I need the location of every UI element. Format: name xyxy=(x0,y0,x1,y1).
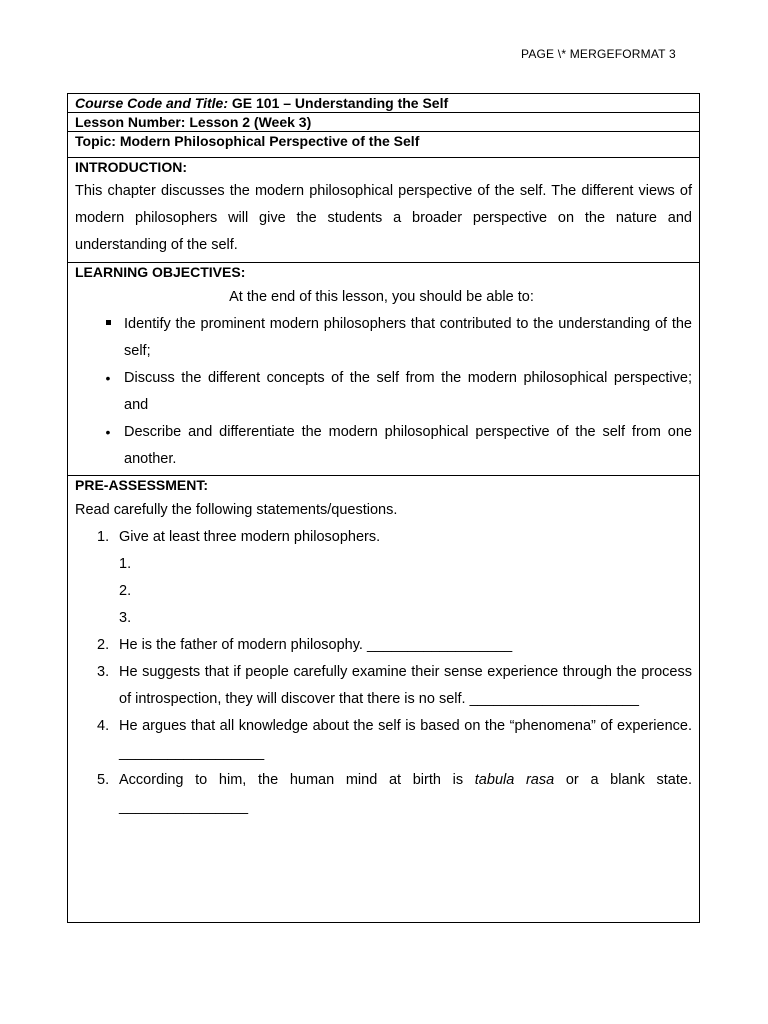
lesson-number: Lesson Number: Lesson 2 (Week 3) xyxy=(75,114,312,130)
topic-title: Topic: Modern Philosophical Perspective of the Self xyxy=(75,133,420,149)
question-number: 5. xyxy=(97,772,110,788)
objectives-heading: LEARNING OBJECTIVES: xyxy=(75,264,246,280)
question-item xyxy=(75,524,692,632)
topic-row xyxy=(68,132,699,158)
course-row xyxy=(68,94,699,113)
objectives-section xyxy=(68,263,699,476)
latin-term: tabula rasa xyxy=(474,772,555,788)
course-value: GE 101 – Understanding the Self xyxy=(227,95,449,111)
objectives-lead: At the end of this lesson, you should be able to: xyxy=(229,289,534,305)
round-bullet-icon xyxy=(102,365,114,393)
answer-blanks xyxy=(119,551,692,632)
lesson-table xyxy=(67,93,700,923)
course-label: Course Code and Title: xyxy=(75,95,228,111)
objective-item xyxy=(75,419,692,473)
objectives-list xyxy=(75,311,692,473)
question-item xyxy=(75,632,692,659)
introduction-heading: INTRODUCTION: xyxy=(75,159,187,175)
objective-item xyxy=(75,311,692,365)
question-text xyxy=(119,772,692,815)
question-item xyxy=(75,713,692,767)
course-line xyxy=(75,94,692,112)
objective-text: Discuss the different concepts of the self from the modern philosophical perspective; and xyxy=(124,370,692,413)
question-number: 1. xyxy=(97,529,110,545)
question-number: 3. xyxy=(97,664,110,680)
objective-text: Identify the prominent modern philosophers that contributed to the understanding of the self; xyxy=(124,316,692,359)
pre-assessment-section xyxy=(68,476,699,922)
introduction-section xyxy=(68,158,699,263)
pre-assessment-heading: PRE-ASSESSMENT: xyxy=(75,477,209,493)
question-item xyxy=(75,767,692,821)
answer-line: 2. xyxy=(119,583,132,599)
answer-line: 3. xyxy=(119,610,132,626)
question-text-start: According to him, the human mind at birth is xyxy=(119,772,475,788)
question-text: He suggests that if people carefully examine their sense experience through the process of introspection, they will discover that there is no self. _____________________ xyxy=(119,664,692,707)
question-text: He argues that all knowledge about the self is based on the “phenomena” of experience. __________________ xyxy=(119,718,692,761)
questions-list xyxy=(75,524,692,821)
pre-assessment-instruction: Read carefully the following statements/questions. xyxy=(75,502,398,518)
question-number: 2. xyxy=(97,637,110,653)
round-bullet-icon xyxy=(102,419,114,447)
square-bullet-icon xyxy=(102,311,114,338)
objective-text: Describe and differentiate the modern philosophical perspective of the self from one another. xyxy=(124,424,692,467)
question-item xyxy=(75,659,692,713)
objective-item xyxy=(75,365,692,419)
question-text: He is the father of modern philosophy. __________________ xyxy=(119,637,513,653)
lesson-row xyxy=(68,113,699,132)
question-text: Give at least three modern philosophers. xyxy=(119,529,381,545)
answer-line: 1. xyxy=(119,556,132,572)
introduction-text: This chapter discusses the modern philosophical perspective of the self. The different views of modern philosophers will give the students a broader perspective on the nature and understanding of the self. xyxy=(75,183,692,253)
page-header: PAGE \* MERGEFORMAT 3 xyxy=(521,47,676,61)
question-text-end: or a blank state. ________________ xyxy=(119,772,692,815)
question-number: 4. xyxy=(97,718,110,734)
